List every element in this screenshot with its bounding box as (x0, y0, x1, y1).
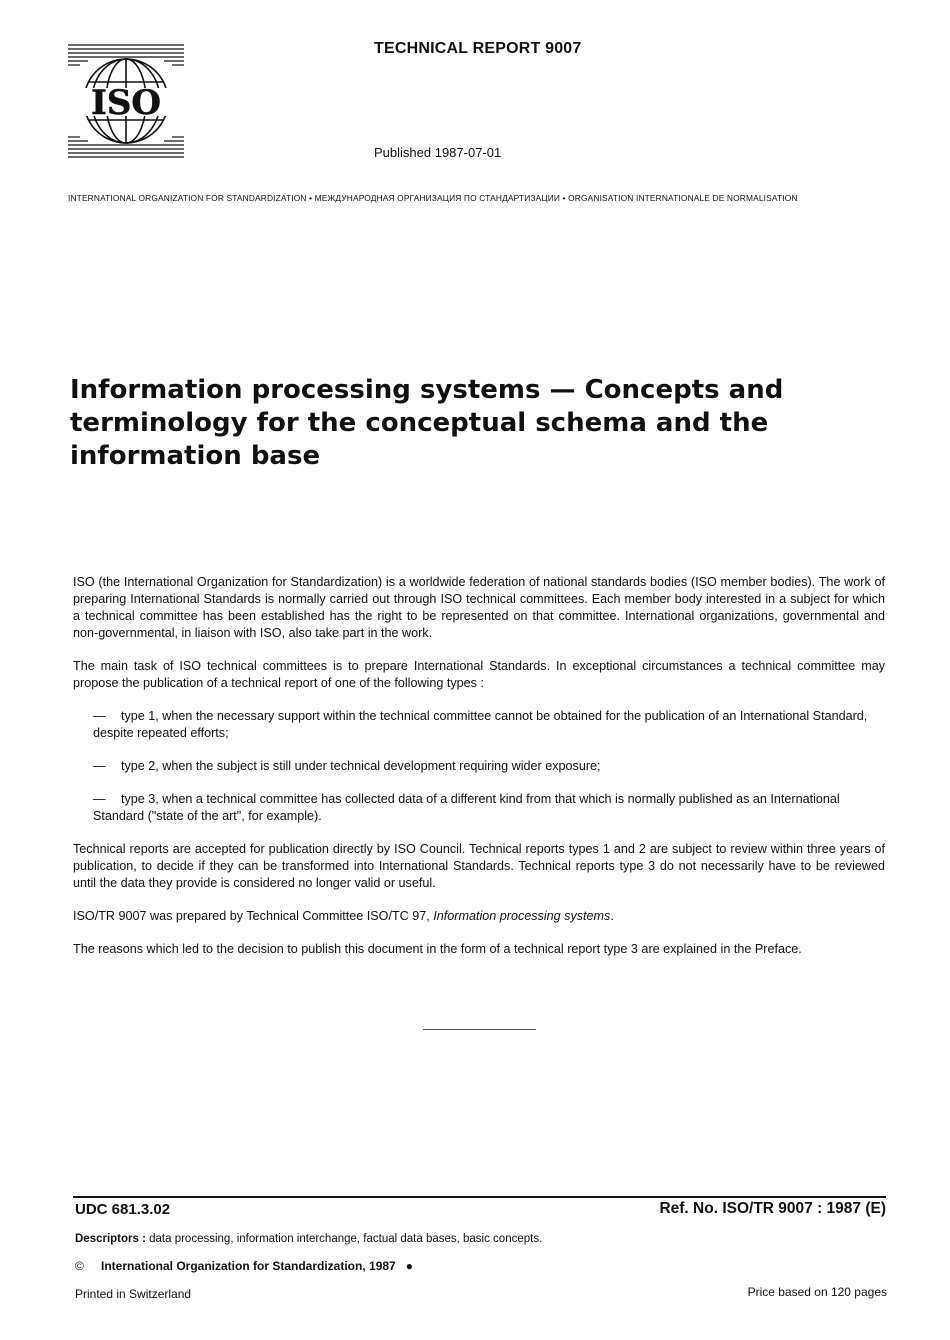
copyright-text: International Organization for Standardization, 1987 (101, 1259, 396, 1273)
committee-name: Information processing systems (433, 909, 611, 923)
copyright-notice (75, 1259, 413, 1273)
paragraph-technical-reports: Technical reports are accepted for publication directly by ISO Council. Technical reports types 1 and 2 are subject to review within three years of publication, to decide if they can be transformed into International Standards. Technical reports type 3 do not necessarily have to be reviewed until the data they provide is considered no longer valid or useful. (73, 842, 885, 890)
footer-rule (73, 1196, 886, 1198)
logo-text: ISO (90, 83, 162, 123)
udc-number: UDC 681.3.02 (75, 1201, 171, 1218)
foreword-body (73, 574, 885, 974)
list-item-type-2 (93, 758, 885, 775)
list-item-text: type 2, when the subject is still under technical development requiring wider exposure; (121, 759, 601, 773)
document-title (70, 374, 830, 473)
price-info: Price based on 120 pages (747, 1285, 887, 1299)
bullet-icon: ● (405, 1259, 413, 1273)
iso-logo (68, 42, 184, 160)
separator-line (423, 1029, 536, 1030)
descriptors-text: data processing, information interchange, factual data bases, basic concepts. (145, 1233, 543, 1245)
copyright-icon: © (75, 1259, 84, 1273)
title-line-1: Information processing systems — Concepts and (70, 375, 784, 405)
title-line-3: information base (70, 441, 321, 471)
paragraph-main-task: The main task of ISO technical committees is to prepare International Standards. In exceptional circumstances a technical committee may propose the publication of a technical report of one of the following types : (73, 659, 885, 690)
paragraph-iso-description: ISO (the International Organization for Standardization) is a worldwide federation of national standards bodies (ISO member bodies). The work of preparing International Standards is normally carried out through ISO technical committees. Each member body interested in a subject for which a technical committee has been established has the right to be represented on that committee. International organizations, governmental and non-governmental, in liaison with ISO, also take part in the work. (73, 575, 885, 640)
paragraph-reasons: The reasons which led to the decision to publish this document in the form of a technical report type 3 are explained in the Preface. (73, 942, 802, 956)
list-item-text: type 3, when a technical committee has collected data of a different kind from that which is normally published as an International Standard ("state of the art", for example). (93, 792, 840, 823)
organization-names: INTERNATIONAL ORGANIZATION FOR STANDARDIZATION • МЕЖДУНАРОДНАЯ ОРГАНИЗАЦИЯ ПО СТАНДАРТИЗАЦИИ • ORGANISATION INTERNATIONALE DE NORMALISATION (68, 193, 798, 203)
list-dash: — (93, 792, 106, 806)
list-dash: — (93, 759, 106, 773)
prepared-by-suffix: . (610, 909, 614, 923)
title-line-2: terminology for the conceptual schema and the (70, 408, 769, 438)
paragraph-prepared-by (73, 908, 885, 925)
descriptors (75, 1233, 542, 1245)
list-item-type-1 (93, 708, 885, 742)
prepared-by-text: ISO/TR 9007 was prepared by Technical Committee ISO/TC 97, (73, 909, 434, 923)
reference-number: Ref. No. ISO/TR 9007 : 1987 (E) (659, 1200, 886, 1217)
report-title: TECHNICAL REPORT 9007 (374, 40, 582, 57)
list-dash: — (93, 709, 106, 723)
published-date: Published 1987-07-01 (374, 145, 502, 160)
descriptors-label: Descriptors : (75, 1233, 146, 1245)
printed-in: Printed in Switzerland (75, 1287, 192, 1301)
list-item-type-3 (93, 791, 885, 825)
list-item-text: type 1, when the necessary support within the technical committee cannot be obtained for the publication of an International Standard, despite repeated efforts; (93, 709, 868, 740)
